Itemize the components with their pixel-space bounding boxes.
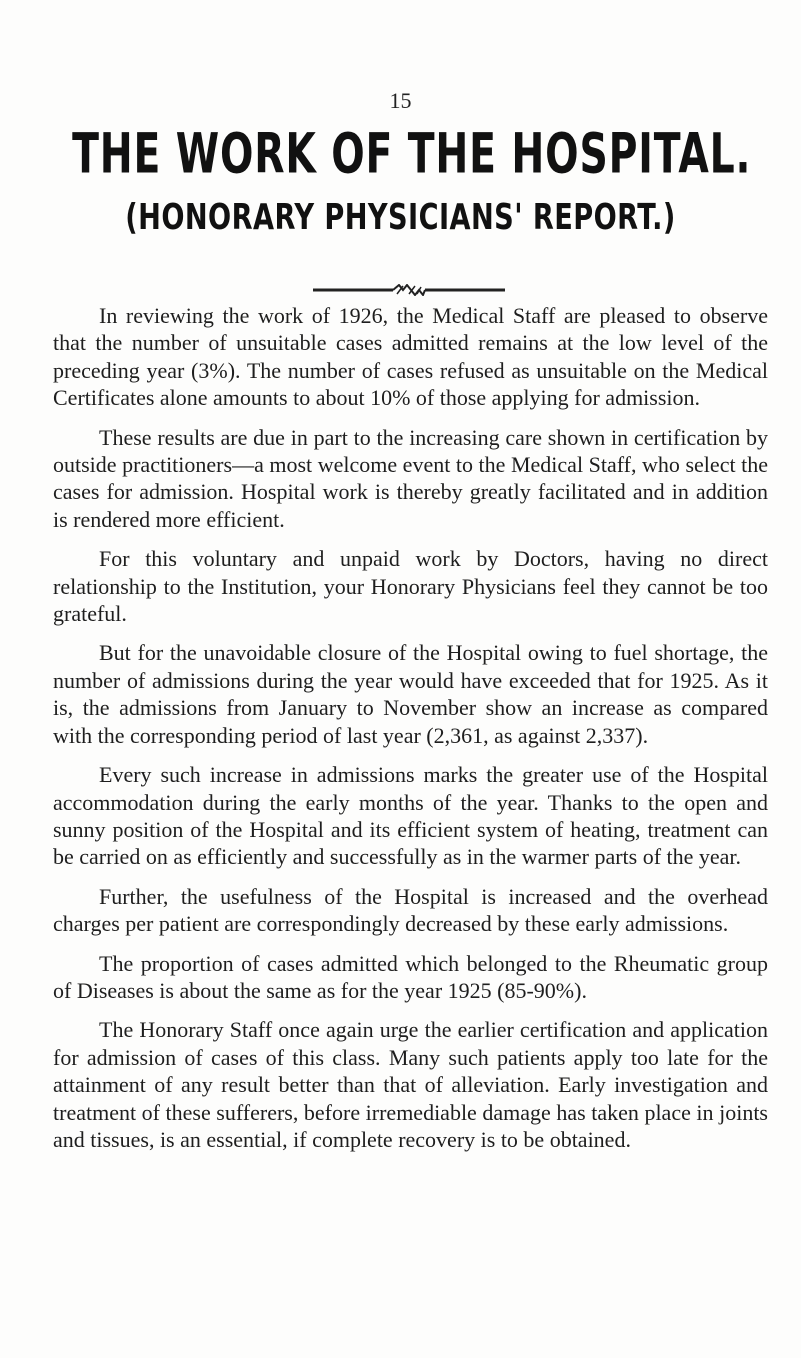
page-subtitle: (HONORARY PHYSICIANS' REPORT.) — [125, 196, 676, 238]
ornament-divider-icon — [313, 284, 505, 296]
paragraph: For this voluntary and unpaid work by Doctors, having no direct relationship to the Institution, your Honorary Physicians feel they cannot be too grateful. — [53, 546, 768, 627]
page-number: 15 — [389, 88, 412, 113]
paragraph: But for the unavoidable closure of the Hospital owing to fuel shortage, the number of admissions during the year would have exceeded that for 1925. As it is, the admissions from January to November show an increase as compared with the corresponding period of last year (2,361, as against 2,337). — [53, 640, 768, 748]
report-body — [53, 302, 768, 1165]
paragraph: Every such increase in admissions marks the greater use of the Hospital accommodation during the early months of the year. Thanks to the open and sunny position of the Hospital and its efficient system of heating, treatment can be carried on as efficiently and successfully as in the warmer parts of the year. — [53, 762, 768, 870]
page-title: THE WORK OF THE HOSPITAL. — [72, 122, 752, 187]
paragraph: In reviewing the work of 1926, the Medical Staff are pleased to observe that the number of unsuitable cases admitted remains at the low level of the preceding year (3%). The number of cases refused as unsuitable on the Medical Certificates alone amounts to about 10% of those applying for admission. — [53, 303, 768, 411]
paragraph: Further, the usefulness of the Hospital is increased and the overhead charges per patient are correspondingly decreased by these early admissions. — [53, 883, 768, 937]
paragraph: The proportion of cases admitted which belonged to the Rheumatic group of Diseases is about the same as for the year 1925 (85-90%). — [53, 950, 768, 1003]
paragraph: These results are due in part to the increasing care shown in certification by outside practitioners—a most welcome event to the Medical Staff, who select the cases for admission. Hospital work is thereby greatly facilitated and in addition is rendered more efficient. — [53, 424, 768, 532]
paragraph: The Honorary Staff once again urge the earlier certification and application for admission of cases of this class. Many such patients apply too late for the attainment of any result better than that of alleviation. Early investigation and treatment of these sufferers, before irremediable damage has taken place in joints and tissues, is an essential, if complete recovery is to be obtained. — [53, 1017, 768, 1152]
